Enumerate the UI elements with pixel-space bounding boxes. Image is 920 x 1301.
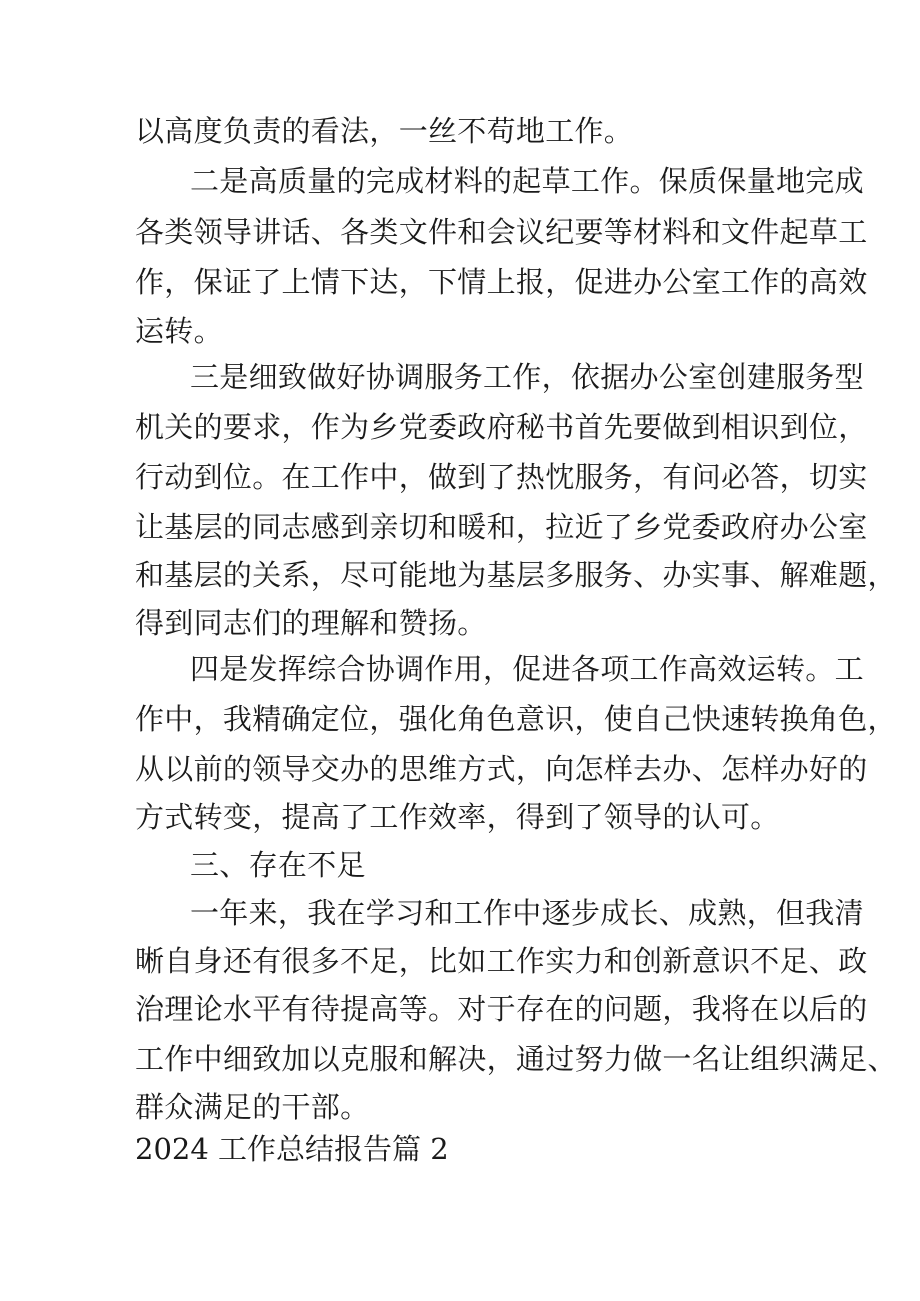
report-title-part-2: 2024 工作总结报告篇 2 [135, 1132, 449, 1166]
text-line-15: 方式转变，提高了工作效率，得到了领导的认可。 [135, 800, 780, 834]
text-line-8: 行动到位。在工作中，做到了热忱服务，有问必答，切实 [135, 460, 868, 494]
text-line-19: 治理论水平有待提高等。对于存在的问题，我将在以后的 [135, 992, 868, 1026]
text-line-6: 三是细致做好协调服务工作，依据办公室创建服务型 [190, 360, 864, 394]
text-line-18: 晰自身还有很多不足，比如工作实力和创新意识不足、政 [135, 944, 868, 978]
text-line-10: 和基层的关系，尽可能地为基层多服务、办实事、解难题， [135, 558, 897, 592]
text-line-1: 以高度负责的看法，一丝不苟地工作。 [135, 114, 634, 148]
text-line-21: 群众满足的干部。 [135, 1090, 370, 1124]
text-line-13: 作中，我精确定位，强化角色意识，使自己快速转换角色， [135, 702, 897, 736]
text-line-17: 一年来，我在学习和工作中逐步成长、成熟，但我清 [190, 896, 864, 930]
text-line-14: 从以前的领导交办的思维方式，向怎样去办、怎样办好的 [135, 752, 868, 786]
text-line-20: 工作中细致加以克服和解决，通过努力做一名让组织满足、 [135, 1042, 897, 1076]
text-line-7: 机关的要求，作为乡党委政府秘书首先要做到相识到位， [135, 410, 868, 444]
text-line-12: 四是发挥综合协调作用，促进各项工作高效运转。工 [190, 652, 864, 686]
text-line-4: 作，保证了上情下达，下情上报，促进办公室工作的高效 [135, 265, 868, 299]
text-line-3: 各类领导讲话、各类文件和会议纪要等材料和文件起草工 [135, 215, 868, 249]
text-line-2: 二是高质量的完成材料的起草工作。保质保量地完成 [190, 164, 864, 198]
section-heading-deficiencies: 三、存在不足 [190, 848, 366, 882]
text-line-11: 得到同志们的理解和赞扬。 [135, 606, 487, 640]
text-line-5: 运转。 [135, 314, 223, 348]
text-line-9: 让基层的同志感到亲切和暖和，拉近了乡党委政府办公室 [135, 510, 868, 544]
